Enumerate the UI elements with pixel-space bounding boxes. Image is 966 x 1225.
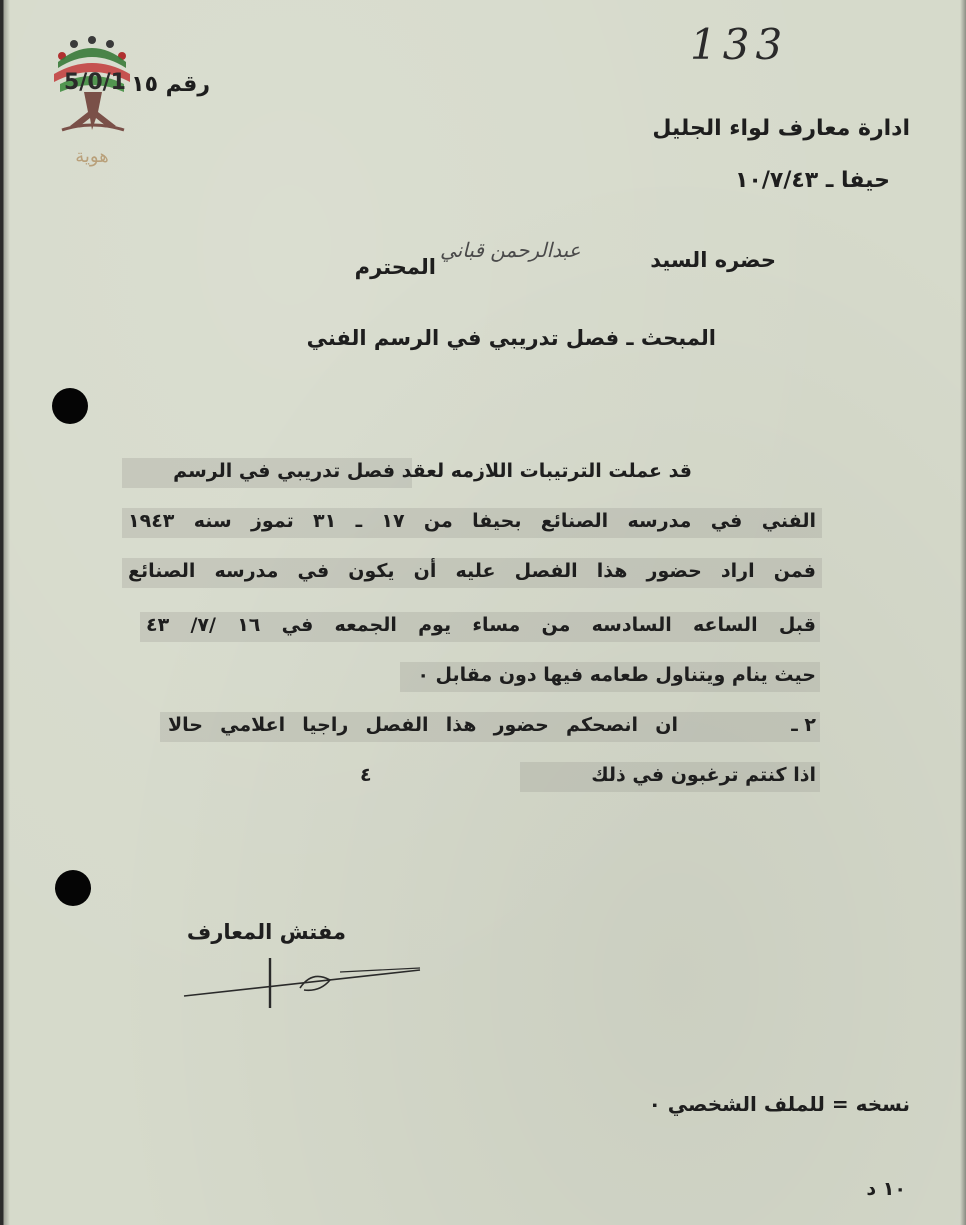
- body-line-4: قبل الساعه السادسه من مساء يوم الجمعه في ١٦ /٧/ ٤٣: [146, 614, 816, 636]
- punch-hole-bottom: [55, 870, 91, 906]
- copy-note: نسخه = للملف الشخصي ٠: [648, 1092, 910, 1116]
- signature-title: مفتش المعارف: [186, 920, 346, 944]
- salutation-prefix: حضره السيد: [650, 248, 776, 272]
- scan-right-edge: [960, 0, 966, 1225]
- subject-line: المبحث ـ فصل تدريبي في الرسم الفني: [306, 326, 716, 350]
- reference-number: رقم ١٥: [131, 72, 210, 97]
- page-number: 133: [690, 20, 789, 69]
- recipient-name: عبدالرحمن قباني: [440, 238, 581, 262]
- scan-left-edge: [0, 0, 10, 1225]
- body-line-5: حيث ينام ويتناول طعامه فيها دون مقابل ٠: [417, 664, 816, 686]
- punch-hole-top: [52, 388, 88, 424]
- place-date: حيفا ـ ١٠/٧/٤٣: [735, 168, 890, 193]
- point-2-number: ٢ ـ: [791, 714, 816, 736]
- body-line-3: فمن اراد حضور هذا الفصل عليه أن يكون في مدرسه الصنائع: [128, 560, 816, 582]
- body-line-2: الفني في مدرسه الصنائع بحيفا من ١٧ ـ ٣١ تموز سنه ١٩٤٣: [128, 510, 816, 532]
- signature-scribble: [180, 950, 430, 1010]
- footer-code: ١٠ د: [866, 1178, 906, 1200]
- tree-logo-icon: [44, 34, 140, 194]
- point-2-line-2: اذا كنتم ترغبون في ذلك: [591, 764, 816, 786]
- salutation-suffix: المحترم: [354, 255, 436, 279]
- point-2-line-1: ان انصحكم حضور هذا الفصل راجيا اعلامي حالا: [168, 714, 678, 736]
- point-2-mark: ٤: [360, 764, 372, 786]
- logo-label: هوية: [75, 146, 109, 167]
- reference-code: 5/0/1: [64, 70, 126, 95]
- office-name: ادارة معارف لواء الجليل: [652, 116, 910, 141]
- body-line-1: قد عملت الترتيبات اللازمه لعقد فصل تدريبي في الرسم: [173, 460, 692, 482]
